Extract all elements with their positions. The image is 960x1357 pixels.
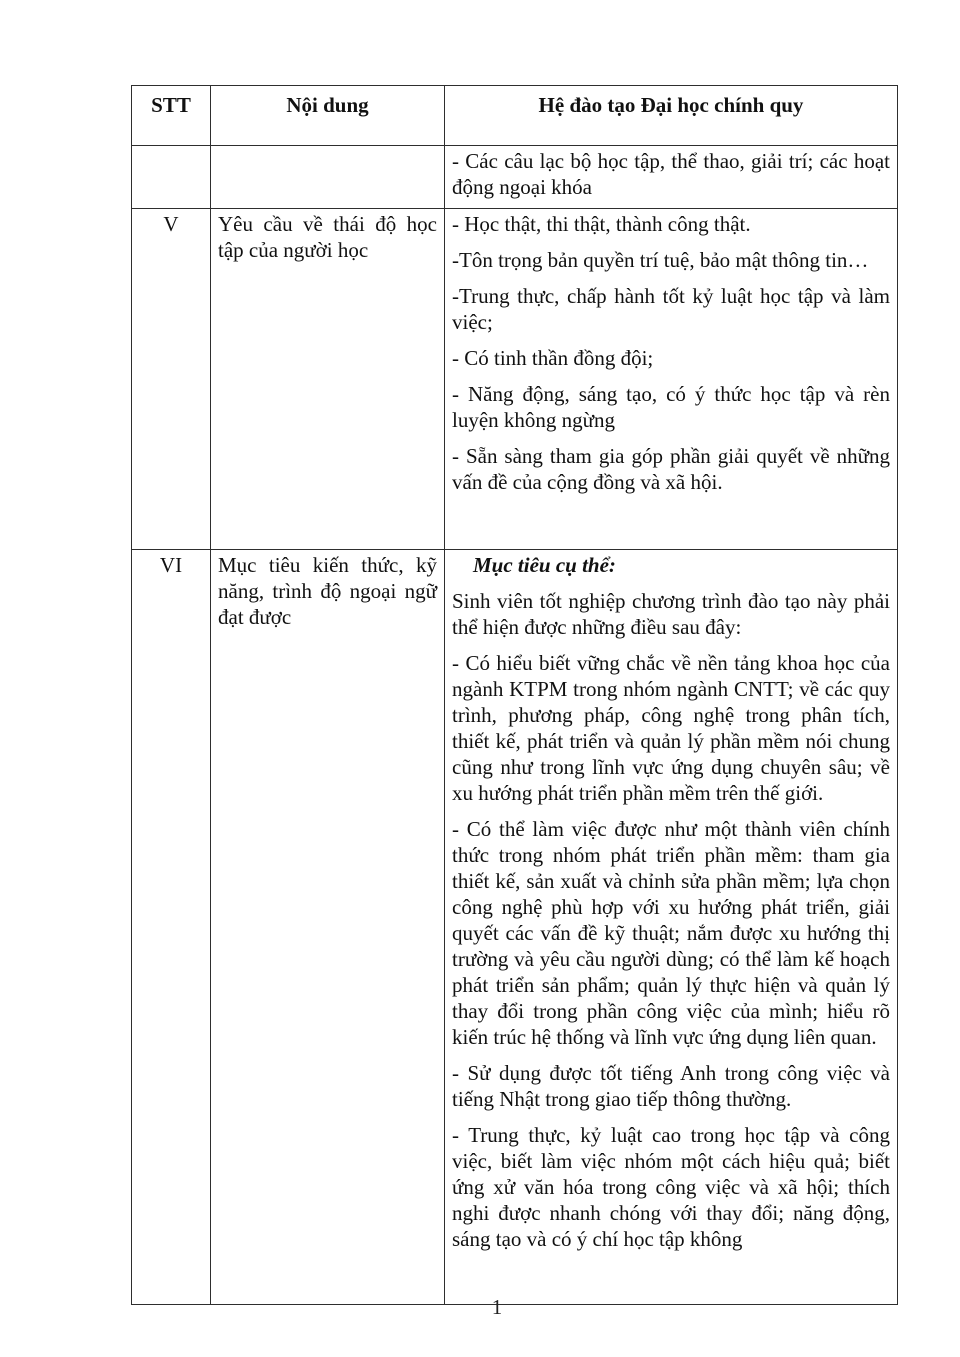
header-row (132, 86, 898, 146)
cell-topic (211, 146, 445, 209)
header-cell-noi-dung: Nội dung (211, 86, 445, 146)
section-heading: Mục tiêu cụ thể: (473, 553, 616, 577)
cell-stt (132, 146, 211, 209)
table-row-vi (132, 550, 898, 1305)
cell-details (445, 209, 898, 550)
paragraph: - Có thể làm việc được như một thành viên chính thức trong nhóm phát triển phần mềm: tham gia thiết kế, sản xuất và chỉnh sửa phần mềm; lựa chọn công nghệ phù hợp với xu hướng phát triển, giải quyết các vấn đề kỹ thuật; nắm được xu hướng thị trường và yêu cầu người dùng; có thể làm kế hoạch phát triển sản phẩm; quản lý thực hiện và quản lý thay đổi trong phần công việc của mình; hiểu rõ kiến trúc hệ thống và lĩnh vực ứng dụng liên quan. (452, 817, 890, 1049)
paragraph: - Năng động, sáng tạo, có ý thức học tập và rèn luyện không ngừng (452, 382, 890, 432)
cell-topic: Mục tiêu kiến thức, kỹ năng, trình độ ngoại ngữ đạt được (211, 550, 445, 1305)
page-number: 1 (491, 1295, 503, 1319)
paragraph: - Trung thực, kỷ luật cao trong học tập và công việc, biết làm việc nhóm một cách hiệu quả; biết ứng xử văn hóa trong công việc và xã hội; thích nghi được nhanh chóng với thay đổi; năng động, sáng tạo và có ý chí học tập không (452, 1123, 890, 1251)
table-row-v (132, 209, 898, 550)
paragraph: - Sẵn sàng tham gia góp phần giải quyết về những vấn đề của cộng đồng và xã hội. (452, 444, 890, 494)
paragraph: - Có tinh thần đồng đội; (452, 346, 654, 370)
cell-topic: Yêu cầu về thái độ học tập của người học (211, 209, 445, 550)
header-cell-stt: STT (132, 86, 211, 146)
paragraph: - Các câu lạc bộ học tập, thể thao, giải trí; các hoạt động ngoại khóa (452, 149, 890, 199)
paragraph: -Trung thực, chấp hành tốt kỷ luật học tập và làm việc; (452, 284, 890, 334)
header-cell-he-dao-tao: Hệ đào tạo Đại học chính quy (445, 86, 898, 146)
paragraph: Sinh viên tốt nghiệp chương trình đào tạo này phải thể hiện được những điều sau đây: (452, 589, 890, 639)
curriculum-table (131, 85, 898, 1305)
paragraph: - Sử dụng được tốt tiếng Anh trong công việc và tiếng Nhật trong giao tiếp thông thường. (452, 1061, 890, 1111)
paragraph: - Học thật, thi thật, thành công thật. (452, 212, 751, 236)
cell-details (445, 550, 898, 1305)
cell-details (445, 146, 898, 209)
paragraph: -Tôn trọng bản quyền trí tuệ, bảo mật thông tin… (452, 248, 869, 272)
cell-stt: VI (132, 550, 211, 1305)
paragraph: - Có hiểu biết vững chắc về nền tảng khoa học của ngành KTPM trong nhóm ngành CNTT; về các quy trình, phương pháp, công nghệ trong phân tích, thiết kế, phát triển và quản lý phần mềm nói chung cũng như trong lĩnh vực ứng dụng chuyên sâu; về xu hướng phát triển phần mềm trên thế giới. (452, 651, 890, 805)
cell-stt: V (132, 209, 211, 550)
table-row-clubs (132, 146, 898, 209)
